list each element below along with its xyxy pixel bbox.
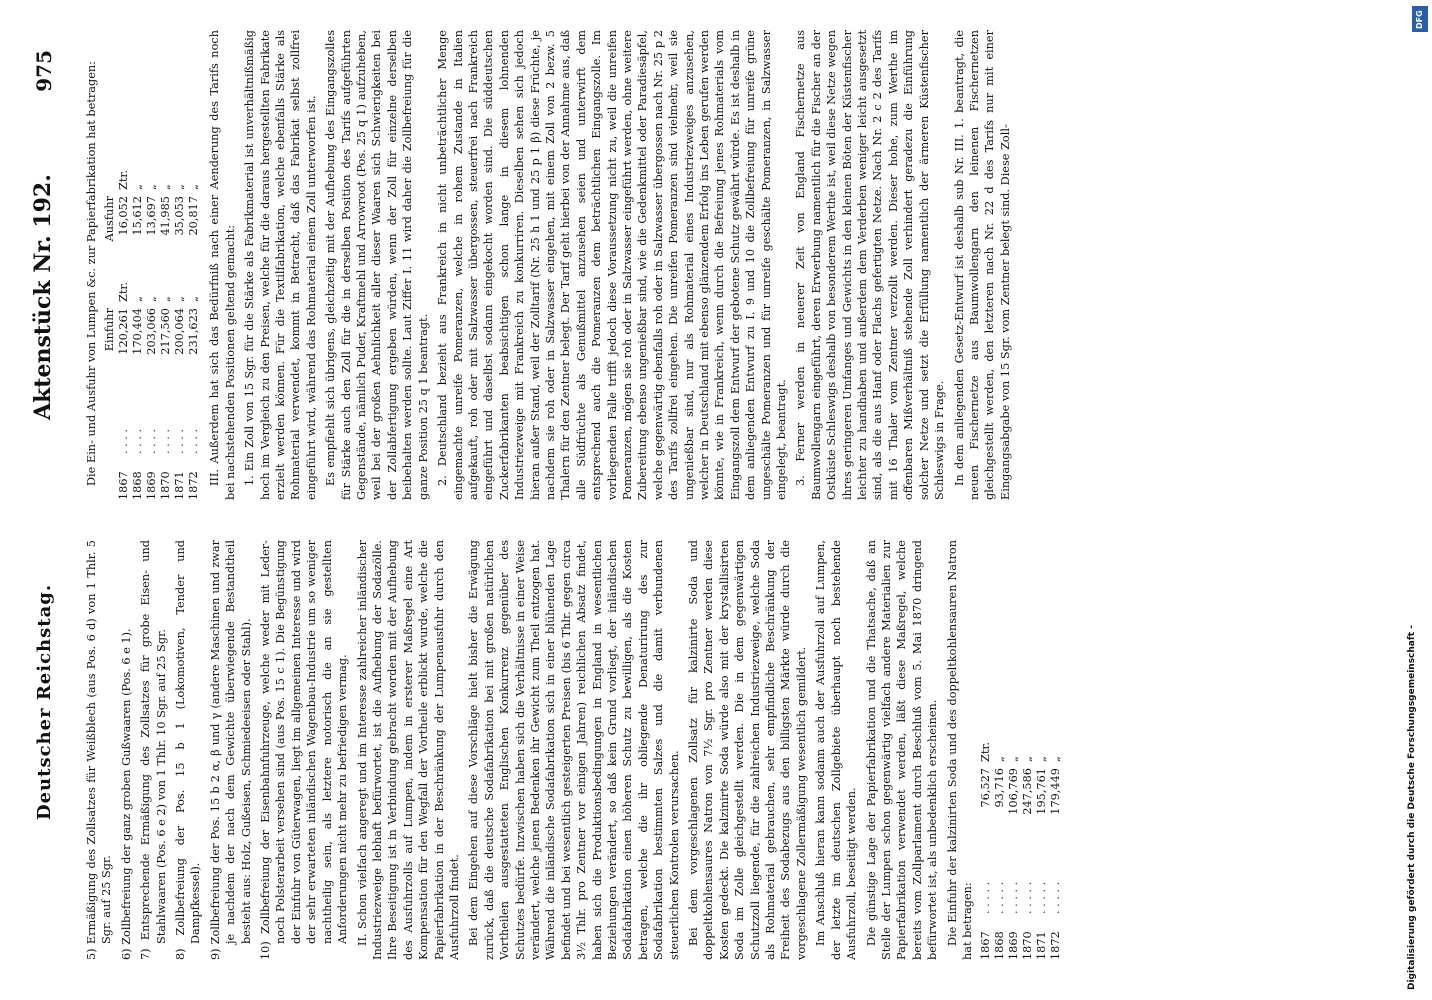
lumpen-head-import: Einfuhr — [103, 308, 117, 352]
table-row — [117, 164, 131, 500]
row-leader: . . . . . — [993, 881, 1007, 914]
numbered-items — [84, 540, 351, 960]
paragraph: II. Schon vielfach angeregt und im Interesse zahlreicher inländischer Industriezweige lebhaft befürwortet, ist die Aufhebung der Sodazölle. Ihre Beseitigung ist in Verbindung gebracht worden mit der Aufhebung des Ausfuhrzolls auf Lumpen, indem in ersterer Maßregel eine Art Kompensation für den Wegfall der Vortheile erblickt wurde, welche die Papierfabrikation in der Beschränkung der Lumpenausfuhr durch den Ausfuhrzoll findet. — [355, 540, 461, 960]
row-year: 1871 — [173, 471, 187, 500]
row-leader: . . . . — [159, 428, 173, 454]
table-row — [173, 164, 187, 500]
row-export: 35,053 — [173, 196, 187, 236]
row-export: 13,697 — [145, 196, 159, 236]
numbered-item: 8) Zollbefreiung der Pos. 15 b 1 (Lokomotiven, Tender und Dampfkessel). — [174, 540, 203, 960]
digitization-note — [1405, 0, 1425, 1000]
dfg-logo-text: DFG — [1415, 10, 1424, 29]
row-export: 16,052 — [117, 196, 131, 236]
row-export: 20,817 — [187, 196, 201, 236]
right-column — [84, 30, 1392, 500]
row-unit: „ — [993, 756, 1007, 762]
row-year: 1868 — [131, 471, 145, 500]
left-paragraphs — [355, 540, 976, 960]
row-import: 217,560 — [159, 308, 173, 355]
paragraph: Die günstige Lage der Papierfabrikation und die Thatsache, daß an Stelle der Lumpen schon gegenwärtig vielfach andere Materialien zur Papierfabrikation verwendet werden, läßt diese Maßregel, welche bereits vom Zollparlament durch Beschluß vom 5. Mai 1870 dringend befürwortet ist, als unbedenklich erscheinen. — [864, 540, 940, 960]
row-unit: „ — [1007, 756, 1021, 762]
row-import: 231,623 — [187, 308, 201, 355]
lumpen-table — [103, 164, 201, 500]
row-import: 203,066 — [145, 308, 159, 355]
row-year: 1869 — [145, 471, 159, 500]
row-unit: „ — [1049, 756, 1063, 762]
paragraph: Bei dem Eingehen auf diese Vorschläge hielt bisher die Erwägung zurück, daß die deutsche Sodafabrikation bei mit großen natürlichen Vortheilen ausgestatteten Englischen Konkurrenz gegenüber des Schutzes bedürfe. Inzwischen haben sich die Verhältnisse in einer Weise verändert, welche jenen Bedenken ihr Gewicht zum Theil entzogen hat. Während die inländische Sodafabrikation sich in einer blühenden Lage befindet und bei wesentlich gesteigerten Preisen (bis 6 Thlr. gegen circa 3½ Thlr. pro Zentner vor einigen Jahren) reichlichen Absatz findet, haben sich die Produktionsbedingungen in England in wesentlichen Beziehungen verändert, so daß kein Grund vorliegt, der inländischen Sodafabrikation einen höheren Schutz zu bewilligen, als die Kosten betragen, welche die ihr obliegende Denaturirung des zur Sodafabrikation bestimmten Salzes und die damit verbundenen steuerlichen Kontrolen verursachen. — [467, 540, 681, 960]
publication-title: Deutscher Reichstag. — [34, 583, 55, 820]
row-year: 1869 — [1007, 931, 1021, 960]
soda-import-table — [979, 736, 1063, 960]
row-year: 1872 — [1049, 931, 1063, 960]
row-import: 170,404 — [131, 308, 145, 355]
row-year: 1867 — [979, 931, 993, 960]
row-unit: „ — [159, 296, 173, 302]
table-row — [979, 736, 993, 960]
table-row — [159, 164, 173, 500]
numbered-item: 5) Ermäßigung des Zollsatzes für Weißblech (aus Pos. 6 d) von 1 Thlr. 5 Sgr. auf 25 Sgr. — [85, 540, 114, 960]
row-unit: „ — [145, 296, 159, 302]
row-unit-export: Ztr. — [117, 169, 131, 190]
paragraph: Es empfiehlt sich übrigens, gleichzeitig mit der Aufhebung des Eingangszolles für Stärke auch den Zoll für die in derselben Position des Tarifs aufgeführten Gegenstände, nämlich Puder, Kraftmehl und Arrowroot (Pos. 25 q 1) aufzuheben, weil bei der großen Aehnlichkeit aller dieser Waaren sich Schwierigkeiten bei der Zollabfertigung ergeben würden, wenn der Zoll für einzelne derselben beibehalten werden sollte. Laut Ziffer I. 11 wird daher die Zollbefreiung für die ganze Position 25 q 1 beantragt. — [324, 30, 430, 500]
row-year: 1872 — [187, 471, 201, 500]
paragraph: Im Anschluß hieran kann sodann auch der Ausfuhrzoll auf Lumpen, der letzte im deutschen Zollgebiete überhaupt noch bestehende Ausfuhrzoll, beseitigt werden. — [814, 540, 859, 960]
row-leader: . . . . — [173, 428, 187, 454]
row-unit: „ — [1035, 756, 1049, 762]
row-leader: . . . . — [187, 428, 201, 454]
row-year: 1867 — [117, 471, 131, 500]
row-import: 120,261 — [117, 308, 131, 355]
table-row — [1035, 736, 1049, 960]
row-unit: „ — [187, 296, 201, 302]
row-value: 195,761 — [1035, 768, 1049, 815]
row-export: 41,985 — [159, 196, 173, 236]
row-export: 15,612 — [131, 196, 145, 236]
row-value: 179,449 — [1049, 768, 1063, 815]
row-leader: . . . . . — [1021, 881, 1035, 914]
row-leader: . . . . — [117, 428, 131, 454]
paragraph: 1. Ein Zoll von 15 Sgr. für die Stärke als Fabrikmaterial ist unverhältnißmäßig hoch im Vergleich zu den Preisen, welche für die daraus hergestellten Fabrikate erzielt werden können. Für die Textilfabrikation, welche ebenfalls Stärke als Rohmaterial verwendet, kommt in Betracht, daß das Fabrikat selbst zollfrei eingeführt wird, während das Rohmaterial einem Zoll unterworfen ist. — [243, 30, 318, 500]
numbered-item: 7) Entsprechende Ermäßigung des Zollsatzes für grobe Eisen- und Stahlwaaren (Pos. 6 e 2) von 1 Thlr. 10 Sgr. auf 25 Sgr. — [139, 540, 168, 960]
digitization-text: Digitalisierung gefördert durch die Deutsche Forschungsgemeinschaft - — [1407, 625, 1417, 990]
table-row — [1049, 736, 1063, 960]
dfg-logo — [1412, 6, 1428, 32]
table-row — [145, 164, 159, 500]
page-number: 975 — [32, 50, 56, 92]
row-import: 200,064 — [173, 308, 187, 355]
lumpen-head-export: Ausfuhr — [103, 196, 117, 242]
row-unit: „ — [1021, 756, 1035, 762]
row-unit-export: „ — [187, 184, 201, 190]
table-row — [1021, 736, 1035, 960]
lumpen-intro: Die Ein- und Ausfuhr von Lumpen &c. zur Papierfabrikation hat betragen: — [85, 61, 98, 486]
row-leader: . . . . — [145, 428, 159, 454]
numbered-item: 6) Zollbefreiung der ganz groben Gußwaaren (Pos. 6 e 1). — [119, 628, 133, 960]
left-column — [84, 540, 1392, 960]
row-unit-export: „ — [159, 184, 173, 190]
row-unit-export: „ — [131, 184, 145, 190]
row-year: 1868 — [993, 931, 1007, 960]
paragraph: In dem anliegenden Gesetz-Entwurf ist deshalb sub Nr. III. 1. beantragt, die neuen Fischernetze aus Baumwollengarn den leinenen Fischernetzen gleichgestellt werden, den letzteren nach Nr. 22 d des Tarifs nur mit einer Eingangsabgabe von 15 Sgr. vom Zentner belegt sind. Diese Zoll- — [952, 30, 1012, 500]
table-row — [131, 164, 145, 500]
row-unit: Ztr. — [979, 741, 993, 762]
row-year: 1871 — [1035, 931, 1049, 960]
row-leader: . . . . . — [979, 881, 993, 914]
page-header — [24, 40, 64, 960]
paragraph: III. Außerdem hat sich das Bedürfniß nach einer Aenderung des Tarifs noch bei nachstehenden Positionen geltend gemacht: — [208, 30, 237, 500]
numbered-item: 10) Zollbefreiung der Eisenbahnfuhrzeuge, welche weder mit Leder- noch Polsterarbeit versehen sind (aus Pos. 15 c 1). Die Begünstigung der Einfuhr von Güterwagen, liegt im allgemeinen Interesse und wird der sehr erwarteten inländischen Wagenbau-Industrie um so weniger nachtheilig sein, als letztere notorisch die an sie gestellten Anforderungen nicht mehr zu befriedigen vermag. — [259, 540, 350, 960]
row-value: 106,769 — [1007, 768, 1021, 815]
row-value: 247,586 — [1021, 768, 1035, 815]
paragraph: Bei dem vorgeschlagenen Zollsatz für kalzinirte Soda und doppeltkohlensaures Natron von 7½ Sgr. pro Zentner werden diese Kosten gedeckt. Die kalzinirte Soda würde also mit der krystallisirten Soda im Zolle gleichgestellt werden. Die in dem gegenwärtigen Schutzzoll liegende, für die zahlreichen Industriezweige, welche Soda als Rohmaterial gebrauchen, sehr empfindliche Beschränkung der Freiheit des Sodabezugs aus den billigsten Märkte würde durch die vorgeschlagene Zollermäßigung wesentlich gemildert. — [687, 540, 808, 960]
numbered-item: 9) Zollbefreiung der Pos. 15 b 2 α, β und γ (andere Maschinen und zwar je nachdem der nach dem Gewichte überwiegende Bestandtheil besteht aus: Holz, Gußeisen, Schmiedeeisen oder Stahl). — [208, 540, 253, 960]
row-unit: „ — [173, 296, 187, 302]
row-unit: „ — [131, 296, 145, 302]
paragraph: Die Einfuhr der kalzinirten Soda und des doppeltkohlensauren Natron hat betragen: — [945, 540, 974, 960]
right-paragraphs — [207, 30, 1013, 500]
row-unit: Ztr. — [117, 281, 131, 302]
table-row — [187, 164, 201, 500]
row-leader: . . . . — [131, 428, 145, 454]
paragraph: 3. Ferner werden in neuerer Zeit von England Fischernetze aus Baumwollengarn eingeführt, deren Erwerbung namentlich für die Fischer an der Ostküste Schleswigs deshalb von besonderem Werthe ist, weil diese Netze wegen ihres geringeren Umfanges und Gewichts in den kleinen Böten der Küstenfischer leichter zu handhaben und außerdem dem Verderben weniger leicht ausgesetzt sind, als die aus Hanf oder Flachs gefertigten Netze. Nach Nr. 2 c 2 des Tarifs mit 16 Thaler vom Zentner verzollt werden. Dieser hohe, zum Werthe im offenbaren Mißverhältniß stehende Zoll verhindert geradezu die Einführung solcher Netze und setzt die Erfüllung namentlich der ärmeren Küstenfischer Schleswigs in Frage. — [794, 30, 947, 500]
table-row — [993, 736, 1007, 960]
row-unit-export: „ — [173, 184, 187, 190]
row-leader: . . . . . — [1049, 881, 1063, 914]
row-unit-export: „ — [145, 184, 159, 190]
row-value: 93,716 — [993, 768, 1007, 808]
row-year: 1870 — [1021, 931, 1035, 960]
table-row — [1007, 736, 1021, 960]
row-value: 76,527 — [979, 768, 993, 808]
paragraph: 2. Deutschland bezieht aus Frankreich in nicht unbeträchtlicher Menge eingemachte unreife Pomeranzen, welche in rohem Zustande in Italien aufgekauft, roh oder mit Salzwasser übergossen, steuerfrei nach Frankreich eingeführt und daselbst sodann eingekocht worden sind. Die süddeutschen Zuckerfabrikanten beabsichtigen schon lange in diesem lohnenden Industriezweige mit Frankreich zu konkurriren. Dieselben sehen sich jedoch hieran außer Stand, weil der Zolltarif (Nr. 25 h 1 und 25 p 1 β) diese Früchte, je nachdem sie roh oder in Salzwasser eingehen, mit einem Zoll von 2 bezw. 5 Thalern für den Zentner belegt. Der Tarif geht hierbei von der Annahme aus, daß alle Südfrüchte als Genußmittel anzusehen seien und unterwirft dem entsprechend auch die Pomeranzen dem beträchtlichen Eingangszolle. Im vorliegenden Falle trifft jedoch diese Voraussetzung nicht zu, weil die unreifen Pomeranzen, mögen sie roh oder in Salzwasser eingeführt werden, ohne weitere Zubereitung ebenso ungenießbar sind, wie die Gedenkmittel oder Paradiesäpfel, welche gegenwärtig ebenfalls roh oder in Salzwasser übergossen nach Nr. 25 p 2 des Tarifs zollfrei eingehen. Die unreifen Pomeranzen sind vielmehr, weil sie ungenießbar sind, nur als Rohmaterial eines Industriezweiges anzusehen, welcher in Deutschland mit ebenso glänzendem Erfolg ins Leben gerufen werden könnte, wie in Frankreich, wenn durch die Befreiung jenes Rohmaterials vom Eingangszoll dem Entwurf der gebotene Schutz gewährt würde. Es ist deshalb in dem anliegenden Entwurf zu I. 9 und 10 die Zollbefreiung für unreife grüne ungeschälte Pomeranzen und für unreife geschälte Pomeranzen, in Salzwasser eingelegt, beantragt. — [436, 30, 789, 500]
row-leader: . . . . . — [1007, 881, 1021, 914]
row-leader: . . . . . — [1035, 881, 1049, 914]
row-year: 1870 — [159, 471, 173, 500]
document-number: Aktenstück Nr. 192. — [30, 174, 56, 420]
